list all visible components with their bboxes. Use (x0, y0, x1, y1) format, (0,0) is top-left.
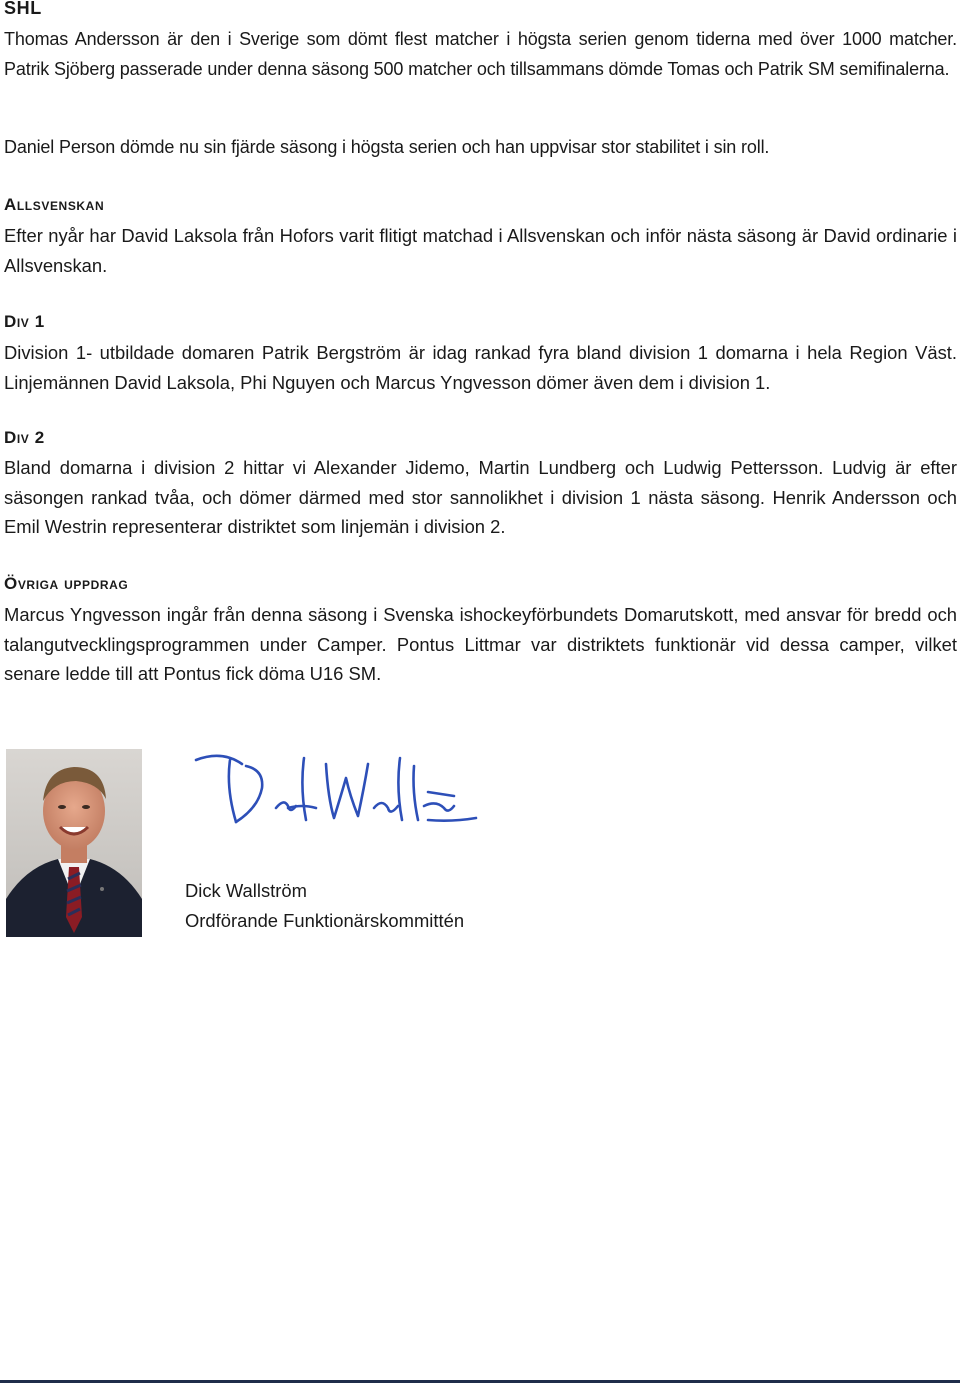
section-heading-div2: Div 2 (4, 428, 45, 447)
section-heading-div1: Div 1 (4, 312, 45, 331)
ovriga-uppdrag-paragraph: Marcus Yngvesson ingår från denna säsong i Svenska ishockeyförbundets Domarutskott, med ansvar för bredd och talangutvecklingsprogrammen under Camper. Pontus Littmar var distriktets funktionär vid dessa camper, vilket senare ledde till att Pontus fick döma U16 SM. (4, 604, 957, 684)
signoff-block (185, 876, 464, 936)
allsvenskan-paragraph: Efter nyår har David Laksola från Hofors varit flitigt matchad i Allsvenskan och inför nästa säsong är David ordinarie i Allsvenskan. (4, 225, 957, 276)
section-heading-allsvenskan: Allsvenskan (4, 195, 105, 214)
portrait-photo (6, 749, 142, 937)
section-heading-ovriga-uppdrag: Övriga uppdrag (4, 574, 129, 593)
signoff-name: Dick Wallström (185, 880, 307, 901)
div1-paragraph: Division 1- utbildade domaren Patrik Bergström är idag rankad fyra bland division 1 domarna i hela Region Väst. Linjemännen David Laksola, Phi Nguyen och Marcus Yngvesson dömer även dem i division 1. (4, 342, 957, 393)
signature (192, 748, 482, 838)
section-heading-shl: SHL (4, 0, 42, 18)
shl-paragraph-2: Daniel Person dömde nu sin fjärde säsong i högsta serien och han uppvisar stor stabilitet i sin roll. (4, 137, 770, 157)
div2-paragraph: Bland domarna i division 2 hittar vi Alexander Jidemo, Martin Lundberg och Ludwig Pettersson. Ludvig är efter säsongen rankad tvåa, och dömer därmed med stor sannolikhet i division 1 nästa säsong. Henrik Andersson och Emil Westrin representerar distriktet som linjemän i division 2. (4, 457, 957, 537)
signoff-title: Ordförande Funktionärskommittén (185, 910, 465, 931)
footer-rule (0, 1380, 960, 1383)
shl-paragraph-1: Thomas Andersson är den i Sverige som dömt flest matcher i högsta serien genom tiderna med över 1000 matcher. Patrik Sjöberg passerade under denna säsong 500 matcher och tillsammans dömde Tomas och Patrik SM semifinalerna. (4, 29, 957, 79)
